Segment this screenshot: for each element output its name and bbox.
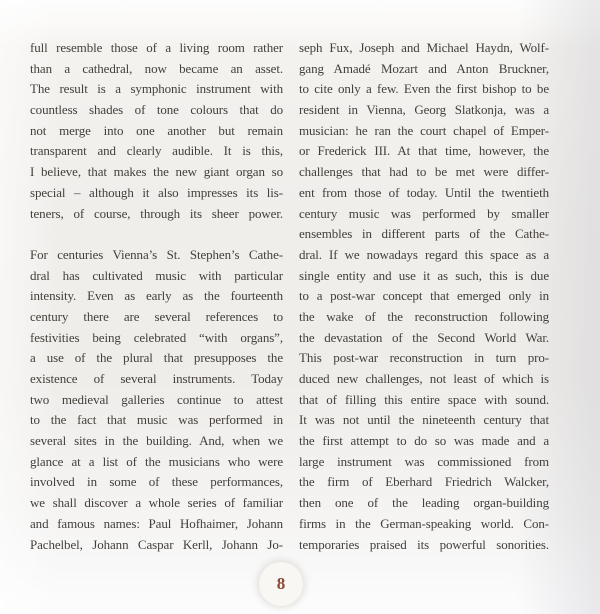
text-line: This post-war reconstruction in turn pro- xyxy=(299,350,549,366)
text-line: large instrument was commissioned from xyxy=(299,453,549,469)
text-line: resident in Vienna, Georg Slatkonja, was a xyxy=(299,102,549,118)
text-line: special – although it also impresses its lis- xyxy=(30,184,283,200)
text-line: several sites in the building. And, when we xyxy=(30,433,283,449)
text-line: firms in the German-speaking world. Con- xyxy=(299,515,549,531)
text-line: the devastation of the Second World War. xyxy=(299,329,549,345)
paragraph xyxy=(299,38,549,555)
text-line: the wake of the reconstruction following xyxy=(299,308,549,324)
text-line: century there are several references to xyxy=(30,308,283,324)
text-line: ent from those of today. Until the twentieth xyxy=(299,184,549,200)
text-line: teners, of course, through its sheer power. xyxy=(30,205,283,221)
text-line: ensembles in different parts of the Cathe- xyxy=(299,226,549,242)
text-line: and famous names: Paul Hofhaimer, Johann xyxy=(30,515,283,531)
text-line: not merge into one another but remain xyxy=(30,122,283,138)
text-line: transparent and clearly audible. It is this, xyxy=(30,143,283,159)
text-line: then one of the leading organ-building xyxy=(299,495,549,511)
text-line: involved in some of these performances, xyxy=(30,474,283,490)
text-line: we shall discover a whole series of familiar xyxy=(30,495,283,511)
text-line: I believe, that makes the new giant organ so xyxy=(30,164,283,180)
text-line: dral. If we nowadays regard this space as a xyxy=(299,246,549,262)
text-line: seph Fux, Joseph and Michael Haydn, Wolf- xyxy=(299,40,549,55)
text-line: to the fact that music was performed in xyxy=(30,412,283,428)
text-line: duced new challenges, not least of which is xyxy=(299,371,549,386)
text-line: to a post-war concept that emerged only in xyxy=(299,288,549,304)
text-line: gang Amadé Mozart and Anton Bruckner, xyxy=(299,60,549,76)
text-line: two medieval galleries continue to attest xyxy=(30,391,283,407)
text-line: glance at a list of the musicians who were xyxy=(30,453,283,469)
text-column-left xyxy=(30,38,283,555)
text-line: the firm of Eberhard Friedrich Walcker, xyxy=(299,474,549,490)
text-column-right xyxy=(299,38,549,555)
text-line: Pachelbel, Johann Caspar Kerll, Johann Jo- xyxy=(30,536,283,552)
text-line: single entity and use it as such, this is due xyxy=(299,267,549,283)
text-line: countless shades of tone colours that do xyxy=(30,102,283,118)
text-line: to cite only a few. Even the first bishop to be xyxy=(299,81,549,97)
text-line: that of filling this entire space with sound. xyxy=(299,391,549,407)
text-line: than a cathedral, now became an asset. xyxy=(30,60,283,76)
text-line: a use of the plural that presupposes the xyxy=(30,350,283,366)
text-line: dral has cultivated music with particular xyxy=(30,267,283,283)
text-line: musician: he ran the court chapel of Emper- xyxy=(299,122,549,138)
text-line: The result is a symphonic instrument with xyxy=(30,81,283,97)
text-line: intensity. Even as early as the fourteenth xyxy=(30,288,283,304)
page-number-badge xyxy=(259,562,303,606)
page-number: 8 xyxy=(276,574,286,593)
paragraph xyxy=(30,38,283,224)
text-line: or Frederick III. At that time, however, the xyxy=(299,143,549,159)
text-line: temporaries praised its powerful sonorities. xyxy=(299,536,549,552)
paragraph xyxy=(30,245,283,555)
text-line: It was not until the nineteenth century that xyxy=(299,412,549,428)
text-line: existence of several instruments. Today xyxy=(30,371,283,386)
text-line: For centuries Vienna’s St. Stephen’s Cathe- xyxy=(30,246,283,262)
text-line: century music was performed by smaller xyxy=(299,205,549,221)
text-line: festivities being celebrated “with organs”, xyxy=(30,329,283,345)
text-line: the first attempt to do so was made and a xyxy=(299,433,549,449)
text-line: challenges that had to be met were differ- xyxy=(299,164,549,180)
text-line: full resemble those of a living room rather xyxy=(30,40,283,55)
